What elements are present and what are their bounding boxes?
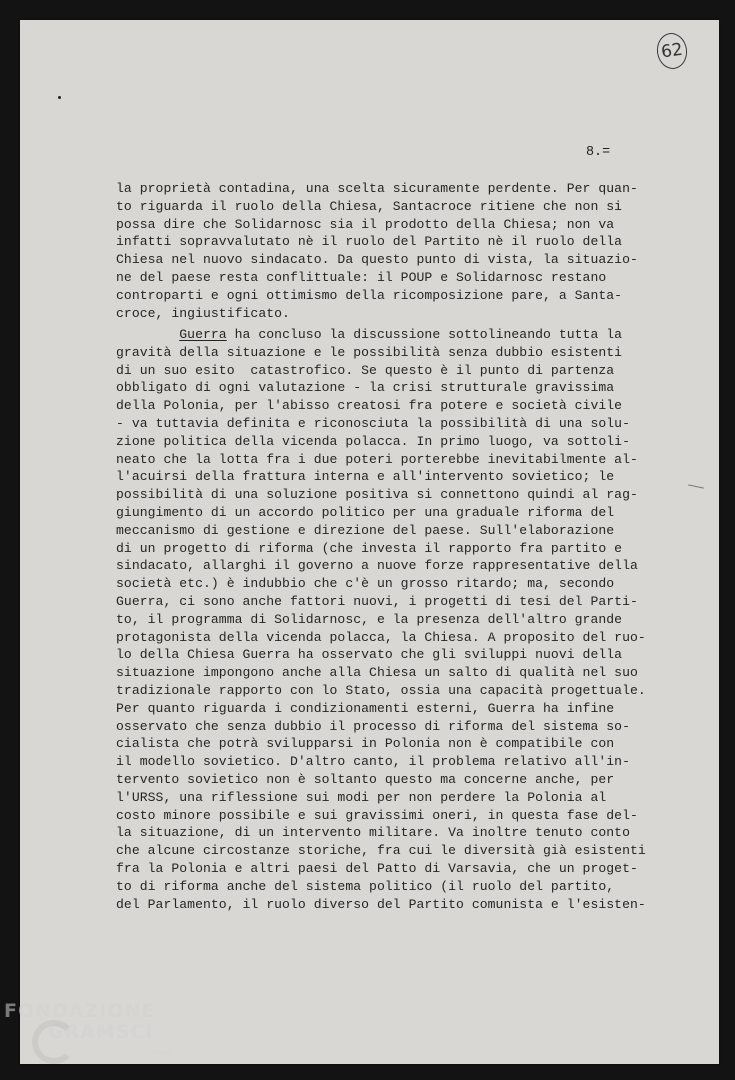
text-line: situazione impongono anche alla Chiesa un salto di qualità nel suo xyxy=(116,665,638,681)
text-line: tervento sovietico non è soltanto questo ma concerne anche, per xyxy=(116,771,615,787)
text-line: l'acuirsi della frattura interna e all'intervento sovietico; le xyxy=(116,469,615,485)
text-line: di un suo esito catastrofico. Se questo è il punto di partenza xyxy=(116,362,615,378)
underlined-name: Guerra xyxy=(179,327,227,342)
paper-speck xyxy=(58,96,61,99)
text-line: zione politica della vicenda polacca. In primo luogo, va sottoli- xyxy=(116,433,630,449)
first-line-rest: ha concluso la discussione sottolineando tutta la xyxy=(226,327,623,342)
text-line: gravità della situazione e le possibilità senza dubbio esistenti xyxy=(116,344,623,360)
text-line: società etc.) è indubbio che c'è un grosso ritardo; ma, secondo xyxy=(116,576,615,592)
text-line: il modello sovietico. D'altro canto, il problema relativo all'in- xyxy=(116,754,630,770)
text-line: di un progetto di riforma (che investa il rapporto fra partito e xyxy=(116,540,623,556)
text-line: del Parlamento, il ruolo diverso del Partito comunista e l'esisten- xyxy=(116,896,646,912)
text-line: to riguarda il ruolo della Chiesa, Santacroce ritiene che non si xyxy=(116,198,623,214)
text-line: cialista che potrà svilupparsi in Polonia non è compatibile con xyxy=(116,736,615,752)
fondazione-gramsci-watermark xyxy=(4,1000,173,1057)
handwritten-page-annotation: 62 xyxy=(655,31,690,71)
watermark-line2: GRAMSCI xyxy=(48,1021,154,1043)
text-line: l'URSS, una riflessione sui modi per non perdere la Polonia al xyxy=(116,789,607,805)
text-line: meccanismo di gestione e direzione del paese. Sull'elaborazione xyxy=(116,522,615,538)
text-line: giungimento di un accordo politico per una graduale riforma del xyxy=(116,504,615,520)
text-line: croce, ingiustificato. xyxy=(116,305,290,321)
text-line: che alcune circostanze storiche, fra cui le diversità già esistenti xyxy=(116,843,646,859)
text-line: possibilità di una soluzione positiva si connettono quindi al rag- xyxy=(116,487,638,503)
text-line: sindacato, allarghi il governo a nuove forze rappresentative della xyxy=(116,558,638,574)
text-line: neato che la lotta fra i due poteri porterebbe inevitabilmente al- xyxy=(116,451,638,467)
text-line: la proprietà contadina, una scelta sicuramente perdente. Per quan- xyxy=(116,181,638,196)
text-line-first xyxy=(116,326,676,344)
text-line: la situazione, di un intervento militare. Va inoltre tenuto conto xyxy=(116,825,630,841)
watermark-suffix: onlus xyxy=(151,1048,173,1057)
watermark-line1: FONDAZIONE xyxy=(4,1000,156,1022)
text-line: fra la Polonia e altri paesi del Patto di Varsavia, che un proget- xyxy=(116,860,638,876)
text-line: della Polonia, per l'abisso creatosi fra potere e società civile xyxy=(116,398,623,414)
text-line: controparti e ogni ottimismo della ricomposizione pare, a Santa- xyxy=(116,287,623,303)
text-line: protagonista della vicenda polacca, la Chiesa. A proposito del ruo- xyxy=(116,629,646,645)
text-line: possa dire che Solidarnosc sia il prodotto della Chiesa; non va xyxy=(116,216,615,232)
paragraph-1 xyxy=(116,180,676,322)
text-line: - va tuttavia definita e riconosciuta la possibilità di una solu- xyxy=(116,415,630,431)
text-line: infatti sopravvalutato nè il ruolo del Partito nè il ruolo della xyxy=(116,234,623,250)
text-line: tradizionale rapporto con lo Stato, ossia una capacità progettuale. xyxy=(116,682,646,698)
text-line: Chiesa nel nuovo sindacato. Da questo punto di vista, la situazio- xyxy=(116,252,638,268)
text-line: Guerra, ci sono anche fattori nuovi, i progetti di tesi del Parti- xyxy=(116,593,638,609)
text-line: lo della Chiesa Guerra ha osservato che gli sviluppi nuovi della xyxy=(116,647,623,663)
text-line: ne del paese resta conflittuale: il POUP e Solidarnosc restano xyxy=(116,269,607,285)
text-line: Per quanto riguarda i condizionamenti esterni, Guerra ha infine xyxy=(116,700,615,716)
text-line: costo minore possibile e sui gravissimi oneri, in questa fase del- xyxy=(116,807,638,823)
paragraph-2 xyxy=(116,326,676,913)
text-line: to di riforma anche del sistema politico (il ruolo del partito, xyxy=(116,878,615,894)
logo-swirl-icon xyxy=(32,1020,76,1064)
text-line: to, il programma di Solidarnosc, e la presenza dell'altro grande xyxy=(116,611,623,627)
text-line: osservato che senza dubbio il processo di riforma del sistema so- xyxy=(116,718,630,734)
text-line: obbligato di ogni valutazione - la crisi strutturale gravissima xyxy=(116,380,615,396)
page-number: 8.= xyxy=(586,145,611,160)
